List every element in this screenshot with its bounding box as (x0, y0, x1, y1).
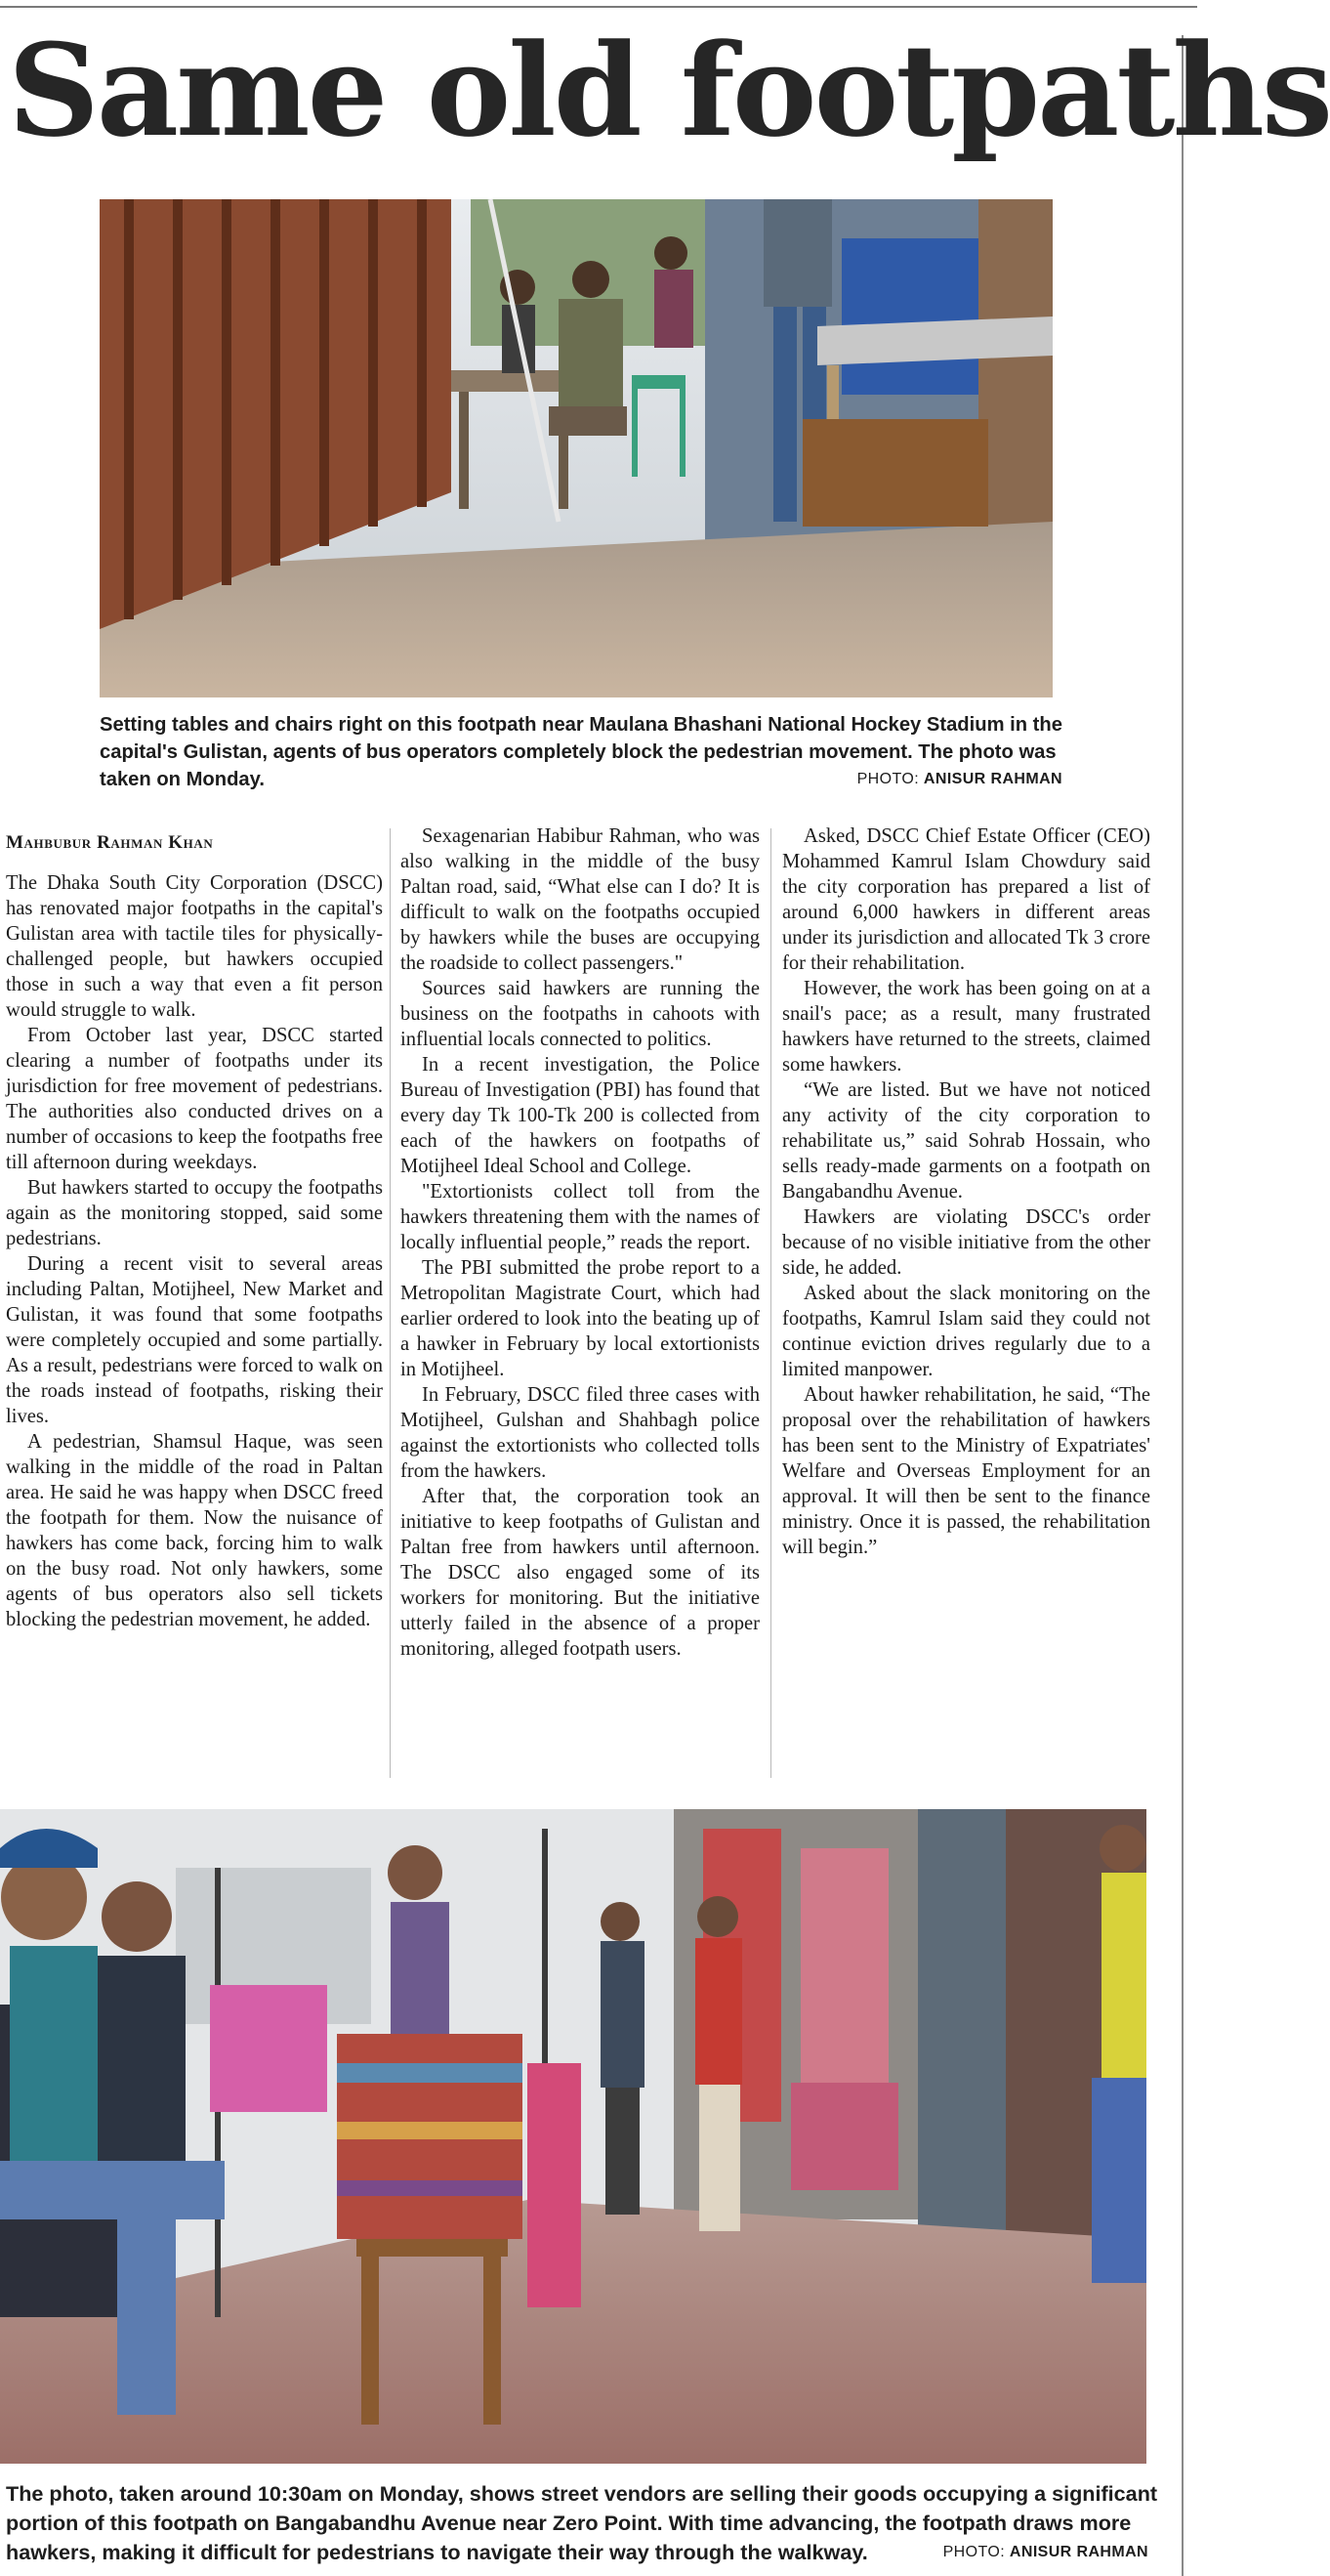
paragraph: From October last year, DSCC started clearing a number of footpaths under its jurisdiction for free movement of pedestrians. The authorities also conducted drives on a number of occasions to keep the footpaths free till afternoon during weekdays. (6, 1025, 383, 1173)
photo-2-caption-text: The photo, taken around 10:30am on Monday, shows street vendors are selling their goods occupying a significant portion of this footpath on Bangabandhu Avenue near Zero Point. With time advancing, the footpath draws more hawkers, making it difficult for pedestrians to navigate their way through the walkway. (6, 2481, 1158, 2564)
footpath-tables-photo (100, 199, 1053, 697)
paragraph: About hawker rehabilitation, he said, “The proposal over the rehabilitation of hawkers has been sent to the Ministry of Expatriates' Welfare and Overseas Employment for an approval. It will then be sent to the finance ministry. Once it is passed, the rehabilitation will begin.” (782, 1384, 1150, 1558)
paragraph: However, the work has been going on at a snail's pace; as a result, many frustrated hawkers have returned to the streets, claimed some hawkers. (782, 978, 1150, 1076)
paragraph: "Extortionists collect toll from the hawkers threatening them with the names of locally influential people,” reads the report. (400, 1181, 760, 1253)
paragraph: A pedestrian, Shamsul Haque, was seen walking in the middle of the road in Paltan area. He said he was happy when DSCC freed the footpath for them. Now the nuisance of hawkers has come back, forcing him to walk on the busy road. Not only hawkers, some agents of bus operators also sell tickets blocking the pedestrian movement, he added. (6, 1431, 383, 1630)
column-divider-2 (770, 828, 771, 1778)
photo-2-caption (6, 2479, 1178, 2567)
photo-2-credit (943, 2538, 1148, 2567)
top-rule (0, 6, 1197, 8)
street-vendors-photo (0, 1809, 1146, 2464)
photo-1-credit-name: ANISUR RAHMAN (923, 771, 1062, 787)
paragraph: After that, the corporation took an initiative to keep footpaths of Gulistan and Paltan free from hawkers until afternoon. The DSCC also engaged some of its workers for monitoring. But the initiative utterly failed in the absence of a proper monitoring, alleged footpath users. (400, 1486, 760, 1660)
paragraph: The Dhaka South City Corporation (DSCC) has renovated major footpaths in the capital's Gulistan area with tactile tiles for physically-challenged people, but hawkers occupied those in such a way that even a fit person would struggle to walk. (6, 872, 383, 1021)
photo-1-credit-label: PHOTO: (856, 771, 920, 787)
paragraph: In a recent investigation, the Police Bureau of Investigation (PBI) has found that every day Tk 100-Tk 200 is collected from each of the hawkers on footpaths of Motijheel Ideal School and College. (400, 1054, 760, 1177)
paragraph: Sources said hawkers are running the business on the footpaths in cahoots with influential locals connected to politics. (400, 978, 760, 1050)
paragraph: But hawkers started to occupy the footpaths again as the monitoring stopped, said some pedestrians. (6, 1177, 383, 1249)
photo-2-credit-label: PHOTO: (942, 2544, 1006, 2560)
article-column-3 (782, 823, 1150, 1560)
paragraph: Sexagenarian Habibur Rahman, who was also walking in the middle of the busy Paltan road, said, “What else can I do? It is difficult to walk on the footpaths occupied by hawkers while the buses are occupying the roadside to collect passengers." (400, 825, 760, 974)
photo-1-caption-text: Setting tables and chairs right on this footpath near Maulana Bhashani National Hockey Stadium in the capital's Gulistan, agents of bus operators completely block the pedestrian movement. The photo was taken on Monday. (100, 714, 1062, 790)
paragraph: “We are listed. But we have not noticed any activity of the city corporation to rehabilitate us,” said Sohrab Hossain, who sells ready-made garments on a footpath on Bangabandhu Avenue. (782, 1079, 1150, 1203)
photo-1-credit (857, 766, 1062, 793)
paragraph: In February, DSCC filed three cases with Motijheel, Gulshan and Shahbagh police against the extortionists who collected tolls from the hawkers. (400, 1384, 760, 1482)
paragraph: Asked about the slack monitoring on the footpaths, Kamrul Islam said they could not continue eviction drives regularly due to a limited manpower. (782, 1283, 1150, 1380)
photo-2-credit-name: ANISUR RAHMAN (1009, 2544, 1148, 2560)
right-margin-rule (1182, 35, 1184, 2576)
article-column-1 (6, 870, 383, 1632)
paragraph: During a recent visit to several areas including Paltan, Motijheel, New Market and Gulistan, it was found that some footpaths were completely occupied and some partially. As a result, pedestrians were forced to walk on the roads instead of footpaths, risking their lives. (6, 1253, 384, 1427)
paragraph: Asked, DSCC Chief Estate Officer (CEO) Mohammed Kamrul Islam Chowdury said the city corporation has prepared a list of around 6,000 hawkers in different areas under its jurisdiction and allocated Tk 3 crore for their rehabilitation. (782, 825, 1150, 974)
column-divider-1 (390, 828, 391, 1778)
photo-1-caption (100, 711, 1066, 793)
headline: Same old footpaths (8, 16, 1330, 165)
paragraph: The PBI submitted the probe report to a Metropolitan Magistrate Court, which had earlier ordered to look into the beating up of a hawker in February by local extortionists in Motijheel. (400, 1257, 760, 1380)
article-column-2 (400, 823, 760, 1662)
paragraph: Hawkers are violating DSCC's order because of no visible initiative from the other side, he added. (782, 1206, 1150, 1279)
byline: Mahbubur Rahman Khan (6, 832, 214, 853)
